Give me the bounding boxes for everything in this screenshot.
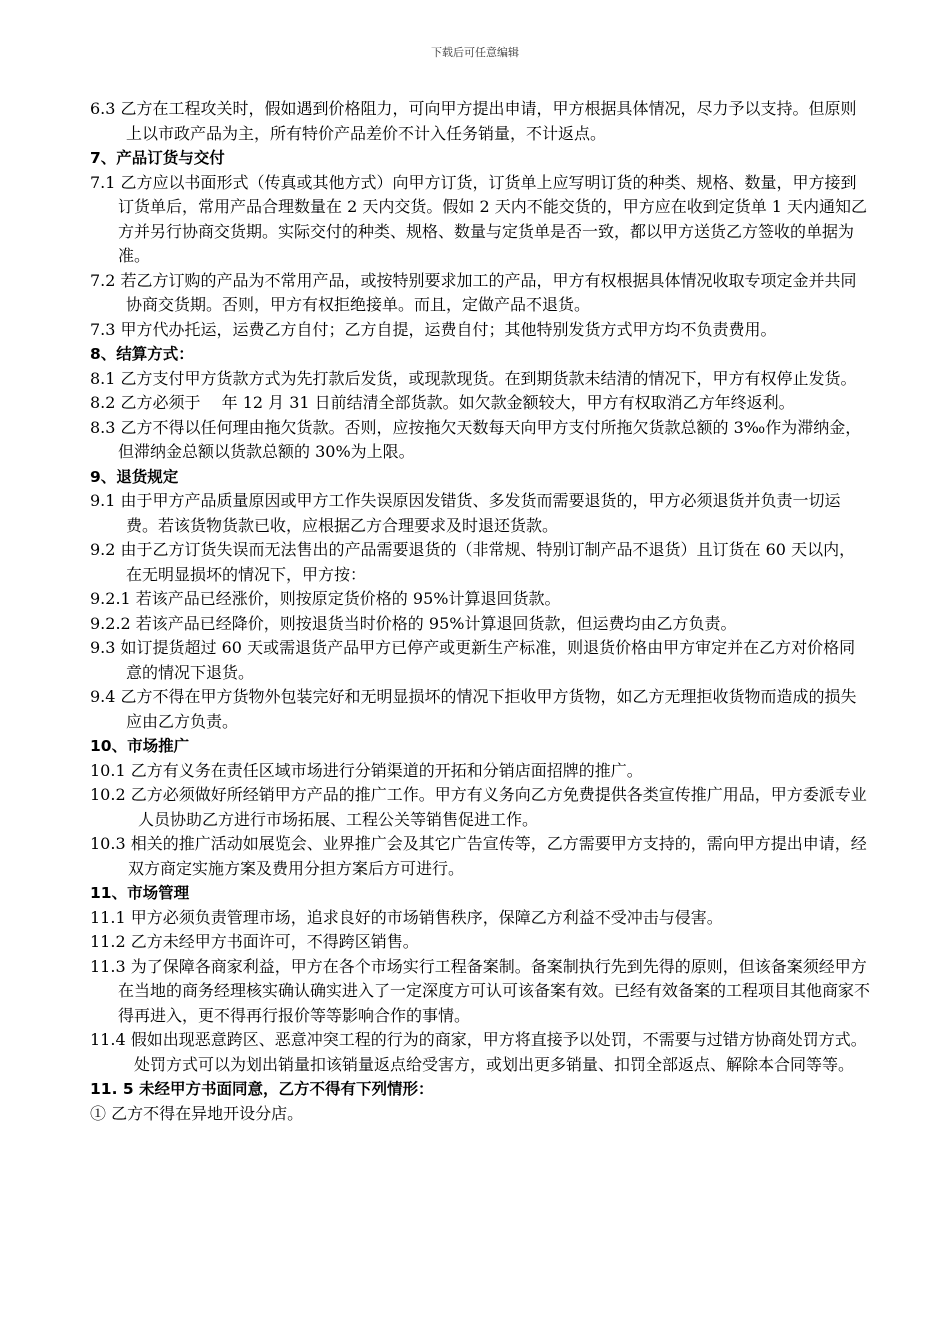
- clause-paragraph: 8.1 乙方支付甲方货款方式为先打款后发货，或现款现货。在到期货款未结清的情况下，甲方有权停止发货。: [90, 368, 857, 388]
- clause-paragraph: 10.3 相关的推广活动如展览会、业界推广会及其它广告宣传等，乙方需要甲方支持的，需向甲方提出申请，经双方商定实施方案及费用分担方案后方可进行。: [90, 834, 867, 878]
- document-body: [90, 97, 870, 1126]
- section-heading: 8、结算方式：: [90, 345, 194, 363]
- section-heading: 7、产品订货与交付: [90, 149, 225, 167]
- clause-paragraph: 9.2 由于乙方订货失误而无法售出的产品需要退货的（非常规、特别订制产品不退货）且订货在 60 天以内，在无明显损坏的情况下，甲方按：: [90, 540, 856, 584]
- clause-paragraph: ① 乙方不得在异地开设分店。: [90, 1103, 304, 1123]
- clause-paragraph: 9.4 乙方不得在甲方货物外包装完好和无明显损坏的情况下拒收甲方货物，如乙方无理拒收货物而造成的损失应由乙方负责。: [90, 687, 857, 731]
- clause-paragraph: 7.1 乙方应以书面形式（传真或其他方式）向甲方订货，订货单上应写明订货的种类、规格、数量，甲方接到订货单后，常用产品合理数量在 2 天内交货。假如 2 天内不能交货的，甲方应在收到定货单 1 天内通知乙方并另行协商交货期。实际交付的种类、规格、数量与定货单是否一致，都以甲方送货乙方签收的单据为准。: [90, 172, 868, 265]
- section-heading: 10、市场推广: [90, 737, 190, 755]
- page-header: 下载后可任意编辑: [431, 46, 519, 59]
- clause-paragraph: 9.3 如订提货超过 60 天或需退货产品甲方已停产或更新生产标准，则退货价格由甲方审定并在乙方对价格同意的情况下退货。: [90, 638, 856, 682]
- clause-paragraph: 6.3 乙方在工程攻关时，假如遇到价格阻力，可向甲方提出申请，甲方根据具体情况，尽力予以支持。但原则上以市政产品为主，所有特价产品差价不计入任务销量，不计返点。: [90, 99, 857, 143]
- clause-paragraph: 10.2 乙方必须做好所经销甲方产品的推广工作。甲方有义务向乙方免费提供各类宣传推广用品，甲方委派专业人员协助乙方进行市场拓展、工程公关等销售促进工作。: [90, 785, 867, 829]
- section-heading: 11. 5 未经甲方书面同意，乙方不得有下列情形：: [90, 1080, 434, 1098]
- clause-paragraph: 9.1 由于甲方产品质量原因或甲方工作失误原因发错货、多发货而需要退货的，甲方必须退货并负责一切运费。若该货物货款已收，应根据乙方合理要求及时退还货款。: [90, 491, 841, 535]
- clause-paragraph: 8.3 乙方不得以任何理由拖欠货款。否则，应按拖欠天数每天向甲方支付所拖欠货款总额的 3‰作为滞纳金，但滞纳金总额以货款总额的 30%为上限。: [90, 417, 862, 461]
- section-heading: 9、退货规定: [90, 467, 179, 486]
- clause-paragraph: 7.2 若乙方订购的产品为不常用产品，或按特别要求加工的产品，甲方有权根据具体情况收取专项定金并共同协商交货期。否则，甲方有权拒绝接单。而且，定做产品不退货。: [90, 270, 857, 314]
- clause-paragraph: 11.4 假如出现恶意跨区、恶意冲突工程的行为的商家，甲方将直接予以处罚，不需要与过错方协商处罚方式。处罚方式可以为划出销量扣该销量返点给受害方，或划出更多销量、扣罚全部返点、解除本合同等等。: [90, 1030, 867, 1074]
- clause-paragraph: 11.3 为了保障各商家利益，甲方在各个市场实行工程备案制。备案制执行先到先得的原则，但该备案须经甲方在当地的商务经理核实确认确实进入了一定深度方可认可该备案有效。已经有效备案的工程项目其他商家不得再进入，更不得再行报价等等影响合作的事情。: [90, 956, 871, 1025]
- clause-paragraph: 9.2.2 若该产品已经降价，则按退货当时价格的 95%计算退回货款，但运费均由乙方负责。: [90, 613, 737, 633]
- clause-paragraph: 11.2 乙方未经甲方书面许可，不得跨区销售。: [90, 932, 419, 951]
- clause-paragraph: 7.3 甲方代办托运，运费乙方自付；乙方自提，运费自付；其他特别发货方式甲方均不负责费用。: [90, 319, 777, 339]
- clause-paragraph: 11.1 甲方必须负责管理市场，追求良好的市场销售秩序，保障乙方利益不受冲击与侵害。: [90, 907, 723, 927]
- clause-paragraph: 9.2.1 若该产品已经涨价，则按原定货价格的 95%计算退回货款。: [90, 589, 561, 608]
- clause-paragraph: 10.1 乙方有义务在责任区域市场进行分销渠道的开拓和分销店面招牌的推广。: [90, 760, 643, 780]
- section-heading: 11、市场管理: [90, 884, 190, 902]
- clause-paragraph: 8.2 乙方必须于 年 12 月 31 日前结清全部货款。如欠款金额较大，甲方有权取消乙方年终返利。: [90, 393, 795, 412]
